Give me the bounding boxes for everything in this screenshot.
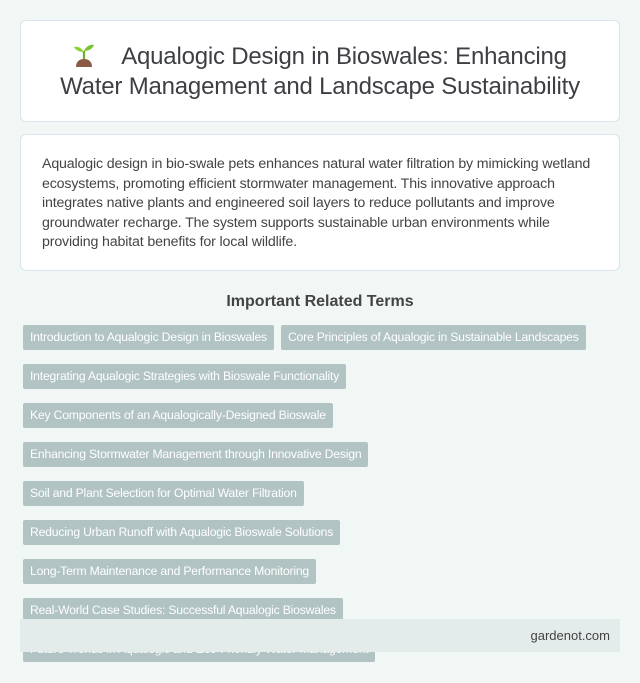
description-text: Aqualogic design in bio-swale pets enhances natural water filtration by mimicking wetland ecosystems, promoting efficient stormwater management. This innovative approach integrates native plants and engineered soil layers to reduce pollutants and improve groundwater recharge. The system supports sustainable urban environments while providing habitat benefits for local wildlife. [42, 156, 591, 250]
related-term-tag[interactable]: Soil and Plant Selection for Optimal Water Filtration [23, 481, 304, 506]
seedling-icon [73, 41, 95, 67]
related-term-tag[interactable]: Core Principles of Aqualogic in Sustainable Landscapes [281, 325, 586, 350]
footer [20, 619, 620, 652]
title-text: Aqualogic Design in Bioswales: Enhancing Water Management and Landscape Sustainability [60, 42, 580, 100]
related-terms-list [20, 325, 620, 662]
related-term-tag[interactable]: Key Components of an Aqualogically-Designed Bioswale [23, 403, 333, 428]
footer-site-link[interactable]: gardenot.com [530, 628, 610, 643]
related-term-tag[interactable]: Reducing Urban Runoff with Aqualogic Bioswale Solutions [23, 520, 340, 545]
related-term-tag[interactable]: Real-World Case Studies: Successful Aqualogic Bioswales [23, 598, 343, 623]
related-term-tag[interactable]: Long-Term Maintenance and Performance Monitoring [23, 559, 316, 584]
related-term-tag[interactable]: Integrating Aqualogic Strategies with Bioswale Functionality [23, 364, 346, 389]
description-card [20, 134, 620, 271]
page-title [41, 41, 599, 102]
header-card [20, 20, 620, 122]
related-terms-heading: Important Related Terms [226, 293, 414, 310]
related-term-tag[interactable]: Enhancing Stormwater Management through Innovative Design [23, 442, 368, 467]
related-term-tag[interactable]: Introduction to Aqualogic Design in Bioswales [23, 325, 274, 350]
